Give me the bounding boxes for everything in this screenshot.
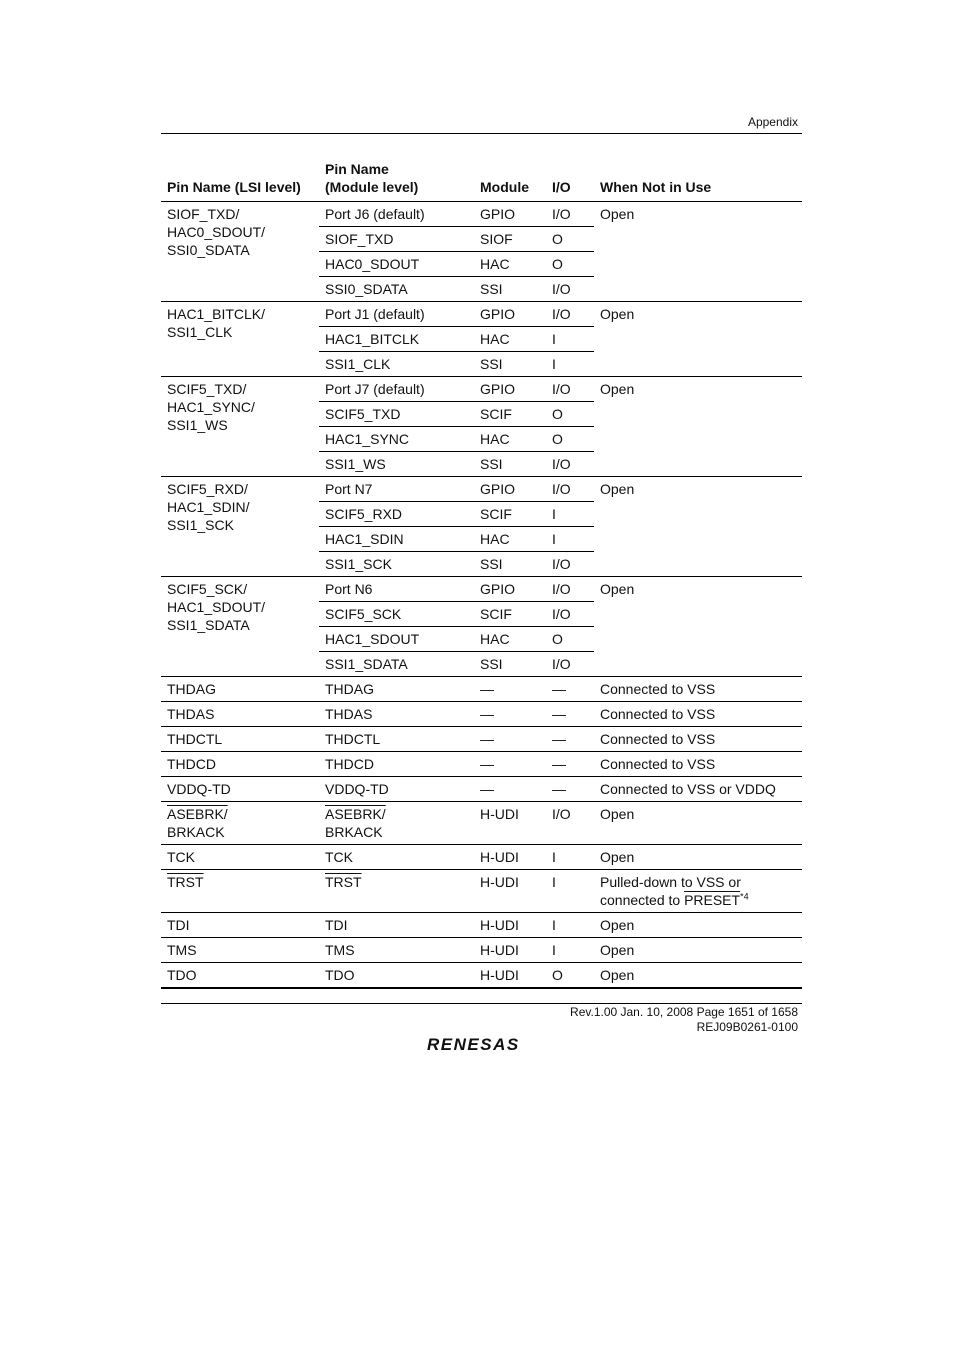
lsi-pin-name-line: SSI1_CLK (167, 324, 233, 340)
lsi-pin-name-line: SCIF5_RXD/ (167, 481, 248, 497)
not-in-use (594, 727, 802, 752)
io-direction: O (546, 627, 594, 652)
module-name: GPIO (474, 302, 546, 327)
module-name: SCIF (474, 602, 546, 627)
not-in-use (594, 938, 802, 963)
io-direction: I (546, 527, 594, 552)
io-direction: I/O (546, 652, 594, 677)
lsi-pin-name-line: THDAS (167, 706, 215, 722)
renesas-logo (423, 1033, 541, 1055)
module-pin-name: SSI1_CLK (319, 352, 474, 377)
module-name: SSI (474, 552, 546, 577)
lsi-pin-name-line: SSI1_SCK (167, 517, 234, 533)
table-row (161, 845, 802, 870)
lsi-pin-name-line: HAC1_SDOUT/ (167, 599, 266, 615)
pin-table (161, 157, 802, 989)
lsi-pin-name-line: VDDQ-TD (167, 781, 231, 797)
lsi-pin-name-line: THDCD (167, 756, 216, 772)
io-direction: I/O (546, 602, 594, 627)
io-direction: I/O (546, 452, 594, 477)
module-pin-name: SCIF5_TXD (319, 402, 474, 427)
not-in-use-line: Open (600, 806, 635, 822)
module-pin-name: SCIF5_SCK (319, 602, 474, 627)
module-pin-name (319, 963, 474, 989)
lsi-pin-name (161, 752, 319, 777)
header-module-level-line2: (Module level) (325, 179, 419, 195)
module-pin-name: SIOF_TXD (319, 227, 474, 252)
module-pin-name: Port J1 (default) (319, 302, 474, 327)
io-direction: O (546, 963, 594, 989)
module-pin-name-line: TDO (325, 967, 355, 983)
renesas-logo-text: RENESAS (427, 1035, 520, 1054)
table-row (161, 777, 802, 802)
module-pin-name-line: THDCD (325, 756, 374, 772)
module-pin-name: Port N7 (319, 477, 474, 502)
not-in-use: Open (594, 377, 802, 477)
not-in-use (594, 677, 802, 702)
lsi-pin-name (161, 677, 319, 702)
module-pin-name: HAC1_BITCLK (319, 327, 474, 352)
lsi-pin-name-line: SSI0_SDATA (167, 242, 250, 258)
io-direction: I/O (546, 302, 594, 327)
table-row (161, 938, 802, 963)
table-row (161, 802, 802, 845)
lsi-pin-name-line: BRKACK (167, 824, 225, 840)
io-direction: I (546, 938, 594, 963)
module-name: SIOF (474, 227, 546, 252)
module-pin-name (319, 938, 474, 963)
module-name: GPIO (474, 377, 546, 402)
module-name: SSI (474, 652, 546, 677)
footer-rule (161, 1003, 802, 1004)
lsi-pin-name-line: THDCTL (167, 731, 223, 747)
io-direction: — (546, 727, 594, 752)
module-pin-name: HAC0_SDOUT (319, 252, 474, 277)
module-pin-name: Port J7 (default) (319, 377, 474, 402)
module-pin-name-line: TRST (325, 874, 362, 890)
io-direction: O (546, 427, 594, 452)
module-pin-name (319, 677, 474, 702)
table-row (161, 913, 802, 938)
not-in-use-line: connected to (600, 892, 685, 908)
module-pin-name (319, 802, 474, 845)
module-pin-name (319, 777, 474, 802)
module-name: GPIO (474, 202, 546, 227)
not-in-use-line: Connected to VSS (600, 731, 716, 747)
not-in-use (594, 802, 802, 845)
module-pin-name: HAC1_SYNC (319, 427, 474, 452)
lsi-pin-name-line: SCIF5_SCK/ (167, 581, 248, 597)
table-row (161, 202, 802, 227)
module-pin-name (319, 913, 474, 938)
io-direction: I/O (546, 577, 594, 602)
module-pin-name (319, 845, 474, 870)
not-in-use: Open (594, 577, 802, 677)
lsi-pin-name (161, 845, 319, 870)
not-in-use (594, 702, 802, 727)
not-in-use (594, 845, 802, 870)
module-name: H-UDI (474, 870, 546, 913)
io-direction: — (546, 752, 594, 777)
footer-doc-number: REJ09B0261-0100 (696, 1020, 798, 1034)
not-in-use-line: Open (600, 942, 635, 958)
module-pin-name-line: TMS (325, 942, 355, 958)
lsi-pin-name (161, 938, 319, 963)
module-pin-name-line: BRKACK (325, 824, 383, 840)
header-not-in-use: When Not in Use (600, 179, 712, 195)
module-name: H-UDI (474, 802, 546, 845)
module-pin-name: SSI1_SDATA (319, 652, 474, 677)
table-row (161, 377, 802, 402)
io-direction: I (546, 502, 594, 527)
io-direction: — (546, 677, 594, 702)
table-row (161, 302, 802, 327)
not-in-use: Open (594, 202, 802, 302)
header-rule (161, 133, 802, 134)
module-pin-name (319, 752, 474, 777)
table-row (161, 477, 802, 502)
module-pin-name (319, 727, 474, 752)
footer-revision: Rev.1.00 Jan. 10, 2008 Page 1651 of 1658 (570, 1005, 798, 1019)
module-name: — (474, 702, 546, 727)
module-pin-name (319, 702, 474, 727)
module-name: — (474, 777, 546, 802)
module-pin-name-line: THDAS (325, 706, 373, 722)
module-name: SCIF (474, 402, 546, 427)
io-direction: — (546, 702, 594, 727)
io-direction: I (546, 845, 594, 870)
module-pin-name: Port J6 (default) (319, 202, 474, 227)
table-row (161, 963, 802, 989)
not-in-use (594, 752, 802, 777)
lsi-pin-name-line: TDO (167, 967, 197, 983)
module-name: HAC (474, 627, 546, 652)
module-name: H-UDI (474, 963, 546, 989)
module-pin-name-line: TDI (325, 917, 348, 933)
io-direction: O (546, 227, 594, 252)
lsi-pin-name-line: THDAG (167, 681, 216, 697)
module-name: SSI (474, 277, 546, 302)
module-name: — (474, 727, 546, 752)
header-module-level (319, 157, 474, 202)
lsi-pin-name-line: SSI1_WS (167, 417, 228, 433)
lsi-pin-name-line: ASEBRK/ (167, 806, 228, 822)
table-row (161, 870, 802, 913)
lsi-pin-name (161, 577, 319, 677)
lsi-pin-name (161, 802, 319, 845)
module-name: HAC (474, 327, 546, 352)
lsi-pin-name-line: HAC1_SYNC/ (167, 399, 255, 415)
table-row (161, 577, 802, 602)
lsi-pin-name-line: SCIF5_TXD/ (167, 381, 247, 397)
lsi-pin-name-line: TCK (167, 849, 195, 865)
not-in-use-line: Connected to VSS (600, 756, 716, 772)
not-in-use-line: Pulled-down to VSS or (600, 874, 741, 890)
lsi-pin-name (161, 202, 319, 302)
header-module-level-line1: Pin Name (325, 161, 389, 177)
module-name: HAC (474, 427, 546, 452)
io-direction: I (546, 870, 594, 913)
module-pin-name: SSI1_SCK (319, 552, 474, 577)
section-header: Appendix (747, 115, 798, 129)
module-pin-name: HAC1_SDIN (319, 527, 474, 552)
lsi-pin-name (161, 727, 319, 752)
module-name: H-UDI (474, 845, 546, 870)
lsi-pin-name (161, 870, 319, 913)
table-row (161, 752, 802, 777)
module-pin-name: Port N6 (319, 577, 474, 602)
not-in-use (594, 870, 802, 913)
io-direction: I (546, 352, 594, 377)
not-in-use-line: Open (600, 917, 635, 933)
lsi-pin-name (161, 302, 319, 377)
module-name: SSI (474, 352, 546, 377)
lsi-pin-name-line: TRST (167, 874, 204, 890)
module-name: H-UDI (474, 938, 546, 963)
preset-signal: PRESET (684, 892, 741, 908)
module-name: GPIO (474, 477, 546, 502)
lsi-pin-name-line: TDI (167, 917, 190, 933)
not-in-use (594, 963, 802, 989)
not-in-use-line: Open (600, 849, 635, 865)
lsi-pin-name (161, 702, 319, 727)
module-pin-name-line: THDCTL (325, 731, 381, 747)
not-in-use (594, 913, 802, 938)
lsi-pin-name (161, 963, 319, 989)
io-direction: O (546, 402, 594, 427)
io-direction: O (546, 252, 594, 277)
footnote-ref: *4 (740, 891, 749, 902)
not-in-use-line: Connected to VSS (600, 681, 716, 697)
module-name: GPIO (474, 577, 546, 602)
not-in-use-line: Connected to VSS or VDDQ (600, 781, 776, 797)
lsi-pin-name (161, 477, 319, 577)
module-pin-name-line: VDDQ-TD (325, 781, 389, 797)
io-direction: I/O (546, 277, 594, 302)
io-direction: I/O (546, 802, 594, 845)
lsi-pin-name (161, 777, 319, 802)
lsi-pin-name-line: HAC1_SDIN/ (167, 499, 250, 515)
module-pin-name-line: ASEBRK/ (325, 806, 386, 822)
io-direction: I (546, 913, 594, 938)
not-in-use: Open (594, 477, 802, 577)
module-name: HAC (474, 527, 546, 552)
io-direction: I/O (546, 377, 594, 402)
module-name: SCIF (474, 502, 546, 527)
lsi-pin-name-line: SSI1_SDATA (167, 617, 250, 633)
header-module: Module (480, 179, 529, 195)
lsi-pin-name-line: SIOF_TXD/ (167, 206, 240, 222)
module-pin-name-line: THDAG (325, 681, 374, 697)
lsi-pin-name-line: TMS (167, 942, 197, 958)
lsi-pin-name-line: HAC1_BITCLK/ (167, 306, 266, 322)
io-direction: — (546, 777, 594, 802)
not-in-use-line: Connected to VSS (600, 706, 716, 722)
module-name: SSI (474, 452, 546, 477)
lsi-pin-name (161, 377, 319, 477)
lsi-pin-name-line: HAC0_SDOUT/ (167, 224, 266, 240)
table-row (161, 677, 802, 702)
table-row (161, 727, 802, 752)
module-pin-name (319, 870, 474, 913)
not-in-use-line: Open (600, 967, 635, 983)
table-row (161, 702, 802, 727)
not-in-use: Open (594, 302, 802, 377)
io-direction: I (546, 327, 594, 352)
module-name: HAC (474, 252, 546, 277)
table-header-row (161, 157, 802, 202)
module-name: — (474, 677, 546, 702)
io-direction: I/O (546, 202, 594, 227)
module-pin-name: HAC1_SDOUT (319, 627, 474, 652)
module-pin-name-line: TCK (325, 849, 353, 865)
module-name: H-UDI (474, 913, 546, 938)
module-pin-name: SSI0_SDATA (319, 277, 474, 302)
module-name: — (474, 752, 546, 777)
io-direction: I/O (546, 552, 594, 577)
header-lsi: Pin Name (LSI level) (167, 179, 301, 195)
module-pin-name: SCIF5_RXD (319, 502, 474, 527)
io-direction: I/O (546, 477, 594, 502)
not-in-use (594, 777, 802, 802)
header-io: I/O (552, 179, 571, 195)
table-body (161, 202, 802, 989)
module-pin-name: SSI1_WS (319, 452, 474, 477)
footer (570, 1005, 798, 1035)
lsi-pin-name (161, 913, 319, 938)
